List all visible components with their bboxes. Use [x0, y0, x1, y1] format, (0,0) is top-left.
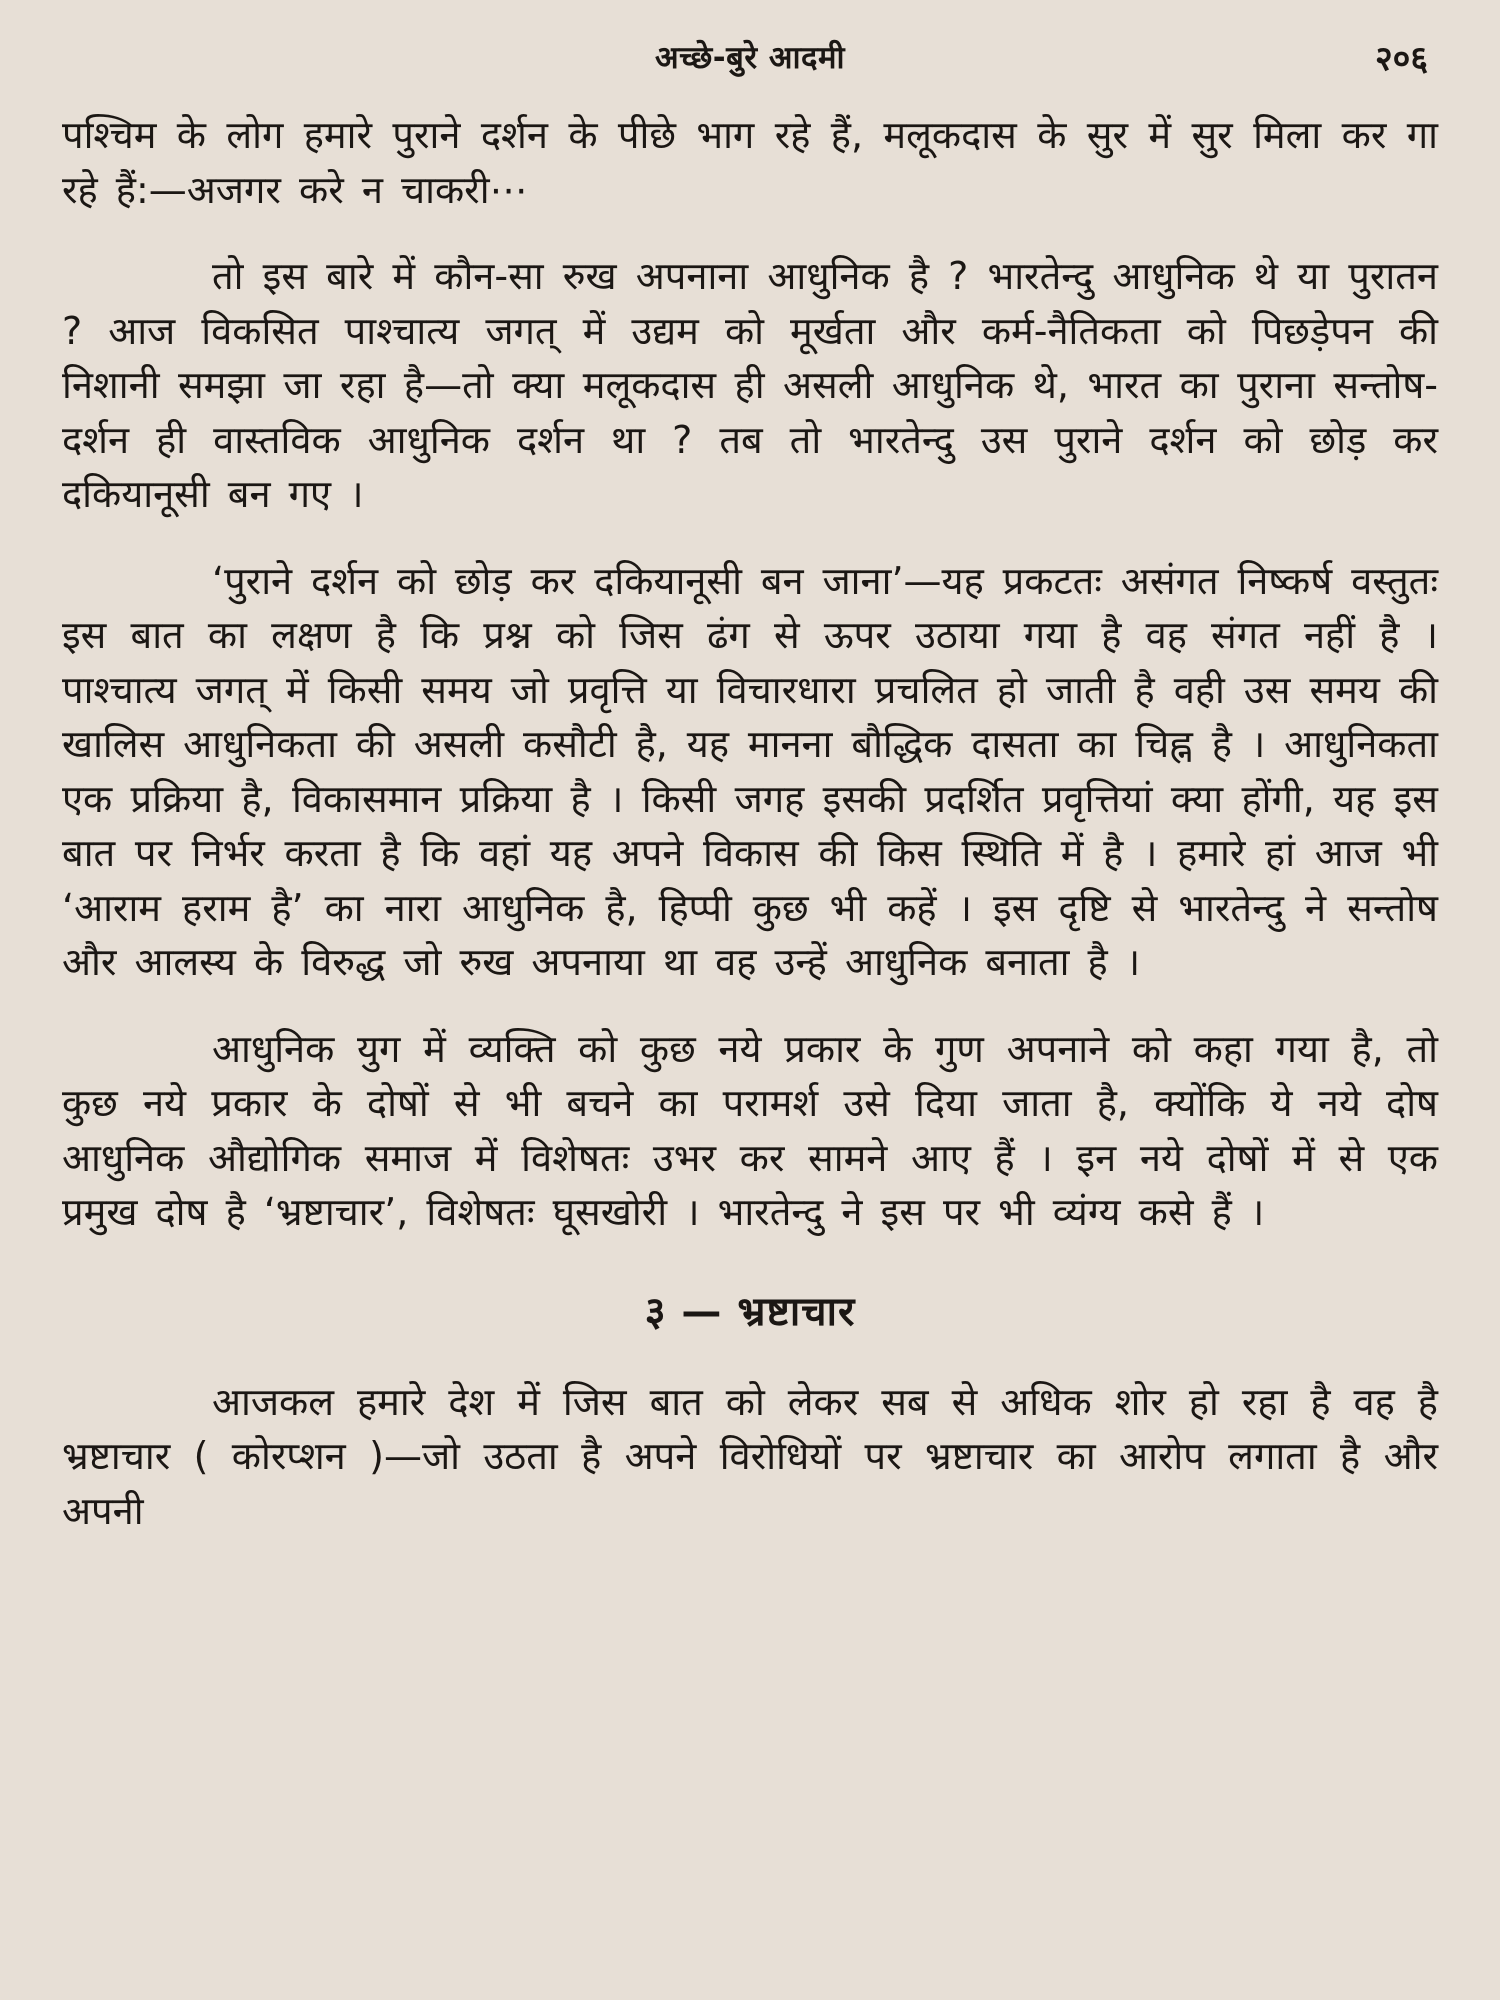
paragraph-4: आधुनिक युग में व्यक्ति को कुछ नये प्रकार के गुण अपनाने को कहा गया है, तो कुछ नये प्रकार के दोषों से भी बचने का परामर्श उसे दिया जाता है, क्योंकि ये नये दोष आधुनिक औद्योगिक समाज में विशेषतः उभर कर सामने आए हैं । इन नये दोषों में से एक प्रमुख दोष है ‘भ्रष्टाचार’, विशेषतः घूसखोरी । भारतेन्दु ने इस पर भी व्यंग्य कसे हैं । — [62, 1026, 1438, 1234]
paragraph-3: ‘पुराने दर्शन को छोड़ कर दकियानूसी बन जाना’—यह प्रकटतः असंगत निष्कर्ष वस्तुतः इस बात का लक्षण है कि प्रश्न को जिस ढंग से ऊपर उठाया गया है वह संगत नहीं है । पाश्चात्य जगत् में किसी समय जो प्रवृत्ति या विचारधारा प्रचलित हो जाती है वही उस समय की खालिस आधुनिकता की असली कसौटी है, यह मानना बौद्धिक दासता का चिह्न है । आधुनिकता एक प्रक्रिया है, विकासमान प्रक्रिया है । किसी जगह इसकी प्रदर्शित प्रवृत्तियां क्या होंगी, यह इस बात पर निर्भर करता है कि वहां यह अपने विकास की किस स्थिति में है । हमारे हां आज भी ‘आराम हराम है’ का नारा आधुनिक है, हिप्पी कुछ भी कहें । इस दृष्टि से भारतेन्दु ने सन्तोष और आलस्य के विरुद्ध जो रुख अपनाया था वह उन्हें आधुनिक बनाता है । — [62, 558, 1438, 984]
paragraph-gap — [62, 522, 1438, 554]
paragraph-5: आजकल हमारे देश में जिस बात को लेकर सब से अधिक शोर हो रहा है वह है भ्रष्टाचार ( कोरप्शन )—जो उठता है अपने विरोधियों पर भ्रष्टाचार का आरोप लगाता है और अपनी — [62, 1379, 1438, 1533]
section-heading: ३ — भ्रष्टाचार — [644, 1288, 856, 1335]
page-header — [62, 30, 1438, 108]
paragraph-gap — [62, 217, 1438, 249]
paragraph-gap — [62, 990, 1438, 1022]
page-number: २०६ — [1374, 39, 1428, 79]
paragraph-1: पश्चिम के लोग हमारे पुराने दर्शन के पीछे भाग रहे हैं, मलूकदास के सुर में सुर मिला कर गा रहे हैं:—अजगर करे न चाकरी⋯ — [62, 113, 1438, 212]
paragraph-2: तो इस बारे में कौन-सा रुख अपनाना आधुनिक है ? भारतेन्दु आधुनिक थे या पुरातन ? आज विकसित पाश्चात्य जगत् में उद्यम को मूर्खता और कर्म-नैतिकता को पिछड़ेपन की निशानी समझा जा रहा है—तो क्या मलूकदास ही असली आधुनिक थे, भारत का पुराना सन्तोष-दर्शन ही वास्तविक आधुनिक दर्शन था ? तब तो भारतेन्दु उस पुराने दर्शन को छोड़ कर दकियानूसी बन गए । — [62, 254, 1438, 516]
running-title: अच्छे-बुरे आदमी — [654, 40, 846, 76]
